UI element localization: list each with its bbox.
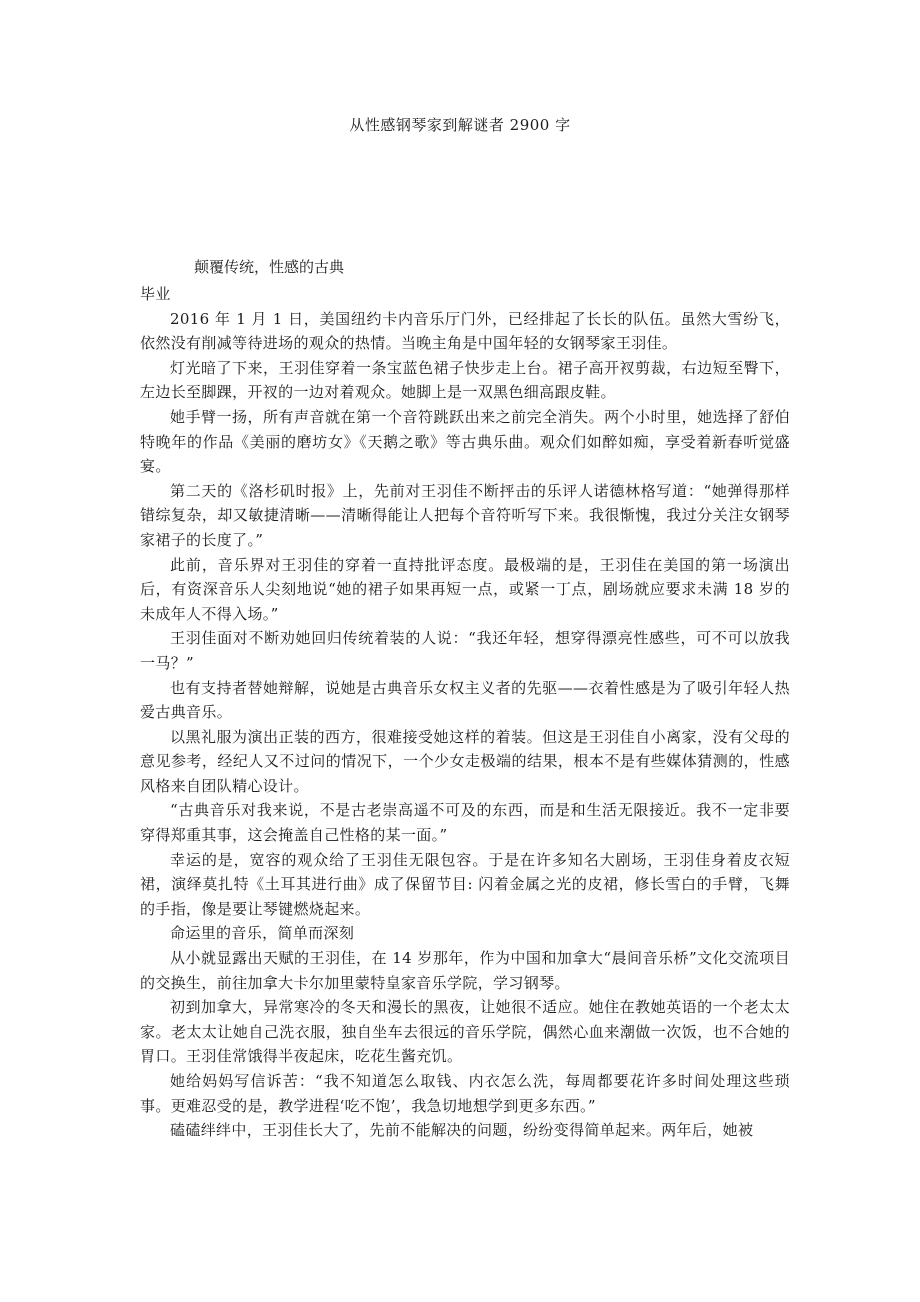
paragraph: 初到加拿大，异常寒冷的冬天和漫长的黑夜，让她很不适应。她住在教她英语的一个老太太家。老太太让她自己洗衣服，独自坐车去很远的音乐学院，偶然心血来潮做一次饭，也不合她的胃口。王羽佳常饿得半夜起床，吃花生酱充饥。: [140, 998, 790, 1066]
section-heading: 命运里的音乐，简单而深刻: [170, 924, 355, 943]
paragraph: “古典音乐对我来说，不是古老崇高遥不可及的东西，而是和生活无限接近。我不一定非要穿得郑重其事，这会掩盖自己性格的某一面。”: [140, 801, 790, 845]
paragraph: 灯光暗了下来，王羽佳穿着一条宝蓝色裙子快步走上台。裙子高开衩剪裁，右边短至臀下，左边长至脚踝，开衩的一边对着观众。她脚上是一双黑色细高跟皮鞋。: [140, 358, 790, 402]
article-body: [140, 282, 790, 1143]
paragraph: 以黑礼服为演出正装的西方，很难接受她这样的着装。但这是王羽佳自小离家，没有父母的意见参考，经纪人又不过问的情况下，一个少女走极端的结果，根本不是有些媒体猜测的，性感风格来自团队精心设计。: [140, 727, 790, 795]
paragraph: 王羽佳面对不断劝她回归传统着装的人说：“我还年轻，想穿得漂亮性感些，可不可以放我一马？”: [140, 629, 790, 672]
paragraph: 她给妈妈写信诉苦：“我不知道怎么取钱、内衣怎么洗，每周都要花许多时间处理这些琐事。更难忍受的是，教学进程‘吃不饱’，我急切地想学到更多东西。”: [140, 1072, 790, 1115]
paragraph: 磕磕绊绊中，王羽佳长大了，先前不能解决的问题，纷纷变得简单起来。两年后，她被: [170, 1121, 754, 1140]
paragraph-first-line: 毕业: [140, 285, 171, 303]
paragraph: 她手臂一扬，所有声音就在第一个音符跳跃出来之前完全消失。两个小时里，她选择了舒伯特晚年的作品《美丽的磨坊女》《天鹅之歌》等古典乐曲。观众们如醉如痴，享受着新春听觉盛宴。: [140, 407, 790, 476]
section-subtitle: 颠覆传统，性感的古典: [194, 258, 345, 276]
paragraph: 此前，音乐界对王羽佳的穿着一直持批评态度。最极端的是，王羽佳在美国的第一场演出后，有资深音乐人尖刻地说“她的裙子如果再短一点，或紧一丁点，剧场就应要求未满 18 岁的未成年人不得入场。”: [140, 555, 790, 623]
paragraph: 幸运的是，宽容的观众给了王羽佳无限包容。于是在许多知名大剧场，王羽佳身着皮衣短裙，演绎莫扎特《土耳其进行曲》成了保留节目: 闪着金属之光的皮裙，修长雪白的手臂，飞舞的手指，像是要让琴键燃烧起来。: [140, 850, 790, 918]
paragraph: 也有支持者替她辩解，说她是古典音乐女权主义者的先驱——衣着性感是为了吸引年轻人热爱古典音乐。: [140, 678, 790, 722]
paragraph: 2016 年 1 月 1 日，美国纽约卡内音乐厅门外，已经排起了长长的队伍。虽然大雪纷飞，依然没有削减等待进场的观众的热情。当晚主角是中国年轻的女钢琴家王羽佳。: [140, 309, 790, 353]
paragraph: 第二天的《洛杉矶时报》上，先前对王羽佳不断抨击的乐评人诺德林格写道：“她弹得那样错综复杂，却又敏捷清晰——清晰得能让人把每个音符听写下来。我很惭愧，我过分关注女钢琴家裙子的长度了。”: [140, 481, 790, 549]
document-title: 从性感钢琴家到解谜者 2900 字: [349, 116, 571, 134]
paragraph: 从小就显露出天赋的王羽佳，在 14 岁那年，作为中国和加拿大“晨间音乐桥”文化交流项目的交换生，前往加拿大卡尔加里蒙特皇家音乐学院，学习钢琴。: [140, 949, 790, 992]
